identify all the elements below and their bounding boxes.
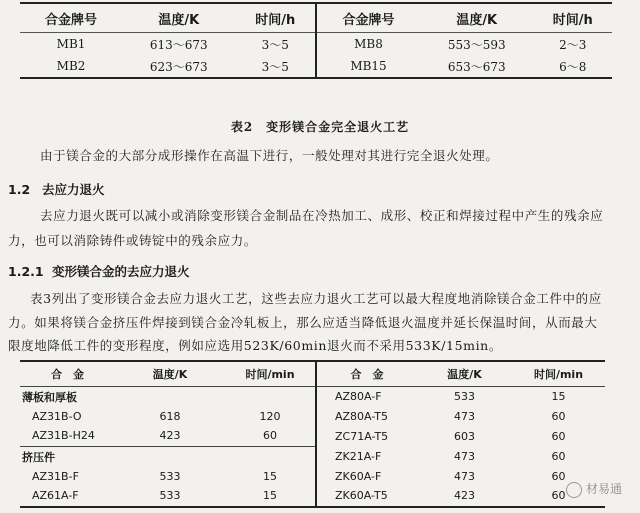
table-cell: [115, 387, 225, 407]
table-cell: 3～5: [236, 55, 316, 78]
table-cell: 423: [159, 429, 181, 443]
table-cell: 60: [225, 426, 316, 446]
column-header: 温度/K: [115, 361, 225, 387]
watermark-text: 材易通: [585, 482, 622, 496]
section-number: 1.2: [8, 182, 31, 197]
table-cell: 553～593: [447, 37, 506, 52]
wechat-logo-icon: [566, 482, 582, 498]
table-cell: AZ80A-T5: [335, 409, 389, 423]
table-cell: 533: [159, 469, 181, 483]
table-cell: 618: [159, 409, 181, 423]
paragraph-stress-relief-line-2: 力，也可以消除铸件或铸锭中的残余应力。: [8, 233, 257, 248]
table-header-row: [20, 3, 612, 33]
column-header: 合 金: [316, 361, 417, 387]
table-row: [20, 426, 605, 446]
table-cell: 6～8: [559, 59, 587, 74]
section-title: 变形镁合金的去应力退火: [52, 264, 190, 279]
section-heading-1-2-1: [8, 262, 190, 280]
paragraph-table3-line-1: 表3列出了变形镁合金去应力退火工艺，这些去应力退火工艺可以最大程度地消除镁合金工件中的应: [30, 291, 602, 306]
paragraph-full-annealing: 由于镁合金的大部分成形操作在高温下进行，一般处理对其进行完全退火处理。: [40, 148, 499, 163]
table-cell: AZ80A-F: [335, 390, 382, 404]
column-header: 温度/K: [420, 3, 533, 33]
table-cell: ZK60A-T5: [335, 489, 388, 503]
table-cell: 3～5: [236, 33, 316, 56]
table-cell: AZ61A-F: [32, 489, 79, 503]
table-cell: ZK21A-F: [335, 449, 382, 463]
table-cell: 60: [551, 469, 566, 483]
paragraph-table3-line-2: 力。如果将镁合金挤压件焊接到镁合金冷轧板上，那么应适当降低退火温度并延长保温时间，从而最大: [8, 315, 598, 330]
section-title: 去应力退火: [42, 182, 105, 197]
table-cell: MB1: [56, 37, 86, 51]
table-cell: 2～3: [559, 37, 587, 52]
watermark: [566, 480, 622, 498]
table-cell: 15: [225, 486, 316, 507]
table-row: [20, 466, 605, 486]
column-header: 合金牌号: [20, 3, 122, 33]
table-caption: 表2 变形镁合金完全退火工艺: [230, 120, 410, 134]
table-cell: 603: [454, 429, 475, 443]
table-cell: 60: [551, 489, 566, 503]
column-header: 温度/K: [122, 3, 235, 33]
table-cell: 653～673: [447, 59, 506, 74]
table-cell: 60: [551, 429, 566, 443]
column-header: 时间/h: [236, 3, 316, 33]
table-cell: MB2: [56, 59, 86, 73]
table-row: [20, 55, 612, 78]
table-row: [20, 407, 605, 427]
paragraph-table3-line-3: 限度地降低工件的变形程度，例如应选用523K/60min退火而不采用533K/15min。: [8, 338, 502, 353]
table-cell: ZC71A-T5: [335, 429, 389, 443]
table-cell: MB8: [354, 37, 383, 51]
column-header: 时间/min: [512, 361, 605, 387]
section-heading-1-2: [8, 180, 105, 198]
column-header: 温度/K: [417, 361, 512, 387]
table-row: [20, 387, 605, 407]
table-cell: 533: [454, 390, 475, 404]
column-header: 时间/h: [533, 3, 612, 33]
table-cell: AZ31B-F: [32, 469, 79, 483]
table-cell: 60: [551, 449, 566, 463]
table-cell: AZ31B-H24: [32, 429, 95, 443]
section-number: 1.2.1: [8, 264, 44, 279]
table-row: [20, 486, 605, 507]
table-cell: 120: [225, 407, 316, 427]
table-cell: 15: [551, 390, 566, 404]
table-cell: 473: [454, 409, 475, 423]
column-header: 时间/min: [225, 361, 316, 387]
annealing-table-1: [20, 2, 612, 79]
table-row: [20, 446, 605, 466]
table-cell: MB15: [350, 59, 387, 73]
table-cell: 613～673: [149, 37, 208, 52]
table-cell: [115, 446, 225, 466]
table-row: [20, 33, 612, 56]
paragraph-stress-relief-line-1: 去应力退火既可以减小或消除变形镁合金制品在冷热加工、成形、校正和焊接过程中产生的残余应: [40, 208, 604, 223]
table-cell: 15: [225, 466, 316, 486]
column-header: 合金牌号: [316, 3, 420, 33]
table-cell: [225, 387, 316, 407]
table-header-row: [20, 361, 605, 387]
table-cell: 533: [159, 489, 181, 503]
table-cell: ZK60A-F: [335, 469, 382, 483]
group-label: 薄板和厚板: [22, 390, 77, 404]
table-cell: 473: [454, 469, 475, 483]
table-cell: 623～673: [149, 59, 208, 74]
column-header: 合 金: [20, 361, 115, 387]
group-label: 挤压件: [20, 446, 115, 466]
table-cell: 60: [551, 409, 566, 423]
table-cell: 473: [454, 449, 475, 463]
stress-relief-table: [20, 360, 605, 508]
table-cell: 423: [454, 489, 475, 503]
table-cell: [225, 446, 316, 466]
table-cell: AZ31B-O: [32, 409, 82, 423]
